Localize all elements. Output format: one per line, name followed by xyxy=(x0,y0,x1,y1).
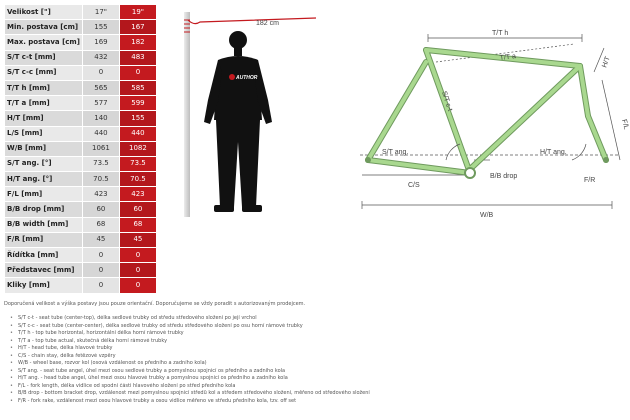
table-row xyxy=(5,232,157,247)
notes-section xyxy=(4,300,624,405)
label-fork-length: F/L xyxy=(620,118,630,131)
value-19: 0 xyxy=(119,65,156,80)
value-19: 19" xyxy=(119,5,156,20)
value-17: 140 xyxy=(82,111,119,126)
row-label: F/L [mm] xyxy=(5,187,83,202)
list-item: • W/B - wheel base, rozvor kol (osová vzdálenost os předního a zadního kola) xyxy=(4,360,624,368)
value-19: 599 xyxy=(119,96,156,111)
list-item: • S/T c-t - seat tube (center-top), délka sedlové trubky od středu středového složení po její vrchol xyxy=(4,315,624,323)
row-label: H/T [mm] xyxy=(5,111,83,126)
value-17: 155 xyxy=(82,20,119,35)
value-19: 0 xyxy=(119,248,156,263)
table-row xyxy=(5,80,157,95)
value-17: 45 xyxy=(82,232,119,247)
frame-geometry-diagram xyxy=(350,20,630,220)
row-label: Min. postava [cm] xyxy=(5,20,83,35)
table-row xyxy=(5,217,157,232)
row-label: B/B width [mm] xyxy=(5,217,83,232)
row-label: Max. postava [cm] xyxy=(5,35,83,50)
label-st-angle: S/T ang. xyxy=(382,149,409,156)
value-19: 423 xyxy=(119,187,156,202)
value-19: 182 xyxy=(119,35,156,50)
bottom-bracket xyxy=(465,168,475,178)
row-label: B/B drop [mm] xyxy=(5,202,83,217)
value-19: 585 xyxy=(119,80,156,95)
list-item: • T/T h - top tube horizontal, horizontální délka horní rámové trubky xyxy=(4,330,624,338)
table-row xyxy=(5,96,157,111)
row-label: Řídítka [mm] xyxy=(5,248,83,263)
value-17: 169 xyxy=(82,35,119,50)
row-label: Kliky [mm] xyxy=(5,278,83,293)
label-ht-angle: H/T ang. xyxy=(540,149,567,156)
table-row xyxy=(5,5,157,20)
brand-logo-text: AUTHOR xyxy=(236,75,258,81)
dimension-lines xyxy=(360,34,620,209)
value-17: 68 xyxy=(82,217,119,232)
value-19: 167 xyxy=(119,20,156,35)
table-row xyxy=(5,35,157,50)
value-19: 0 xyxy=(119,263,156,278)
value-17: 1061 xyxy=(82,141,119,156)
row-label: S/T ang. [°] xyxy=(5,156,83,171)
measuring-pole xyxy=(184,12,190,217)
value-17: 70.5 xyxy=(82,172,119,187)
row-label: Představec [mm] xyxy=(5,263,83,278)
row-label: T/T h [mm] xyxy=(5,80,83,95)
table-row xyxy=(5,126,157,141)
list-item: • C/S - chain stay, délka řetězové vzpěry xyxy=(4,353,624,361)
value-17: 0 xyxy=(82,263,119,278)
list-item: • T/T a - top tube actual, skutečná délka horní rámové trubky xyxy=(4,338,624,346)
list-item: • B/B drop - bottom bracket drop, vzdálenost mezi pomyslnou spojnicí středů kol a středem středového složení, měřeno od středového složení xyxy=(4,390,624,398)
value-19: 70.5 xyxy=(119,172,156,187)
rider-figure xyxy=(176,2,326,220)
rider-silhouette xyxy=(204,31,272,212)
label-fork-rake: F/R xyxy=(584,177,596,184)
row-label: S/T c-c [mm] xyxy=(5,65,83,80)
value-19: 0 xyxy=(119,278,156,293)
table-row xyxy=(5,20,157,35)
value-19: 45 xyxy=(119,232,156,247)
row-label: F/R [mm] xyxy=(5,232,83,247)
label-head-tube: H/T xyxy=(601,55,612,69)
value-17: 0 xyxy=(82,65,119,80)
notes-list xyxy=(4,315,624,405)
brand-logo-icon xyxy=(229,74,235,80)
table-row xyxy=(5,172,157,187)
value-17: 60 xyxy=(82,202,119,217)
list-item: • F/L - fork length, délka vidlice od spodní části hlavového složení po střed předního kola xyxy=(4,383,624,391)
value-19: 68 xyxy=(119,217,156,232)
value-17: 423 xyxy=(82,187,119,202)
table-row xyxy=(5,248,157,263)
table-row xyxy=(5,50,157,65)
table-row xyxy=(5,156,157,171)
row-label: T/T a [mm] xyxy=(5,96,83,111)
value-17: 73.5 xyxy=(82,156,119,171)
table-row xyxy=(5,187,157,202)
height-label: 182 cm xyxy=(256,20,279,27)
list-item: • H/T - head tube, délka hlavové trubky xyxy=(4,345,624,353)
value-19: 155 xyxy=(119,111,156,126)
value-17: 432 xyxy=(82,50,119,65)
value-17: 0 xyxy=(82,278,119,293)
label-tt-horizontal: T/T h xyxy=(492,30,509,37)
row-label: W/B [mm] xyxy=(5,141,83,156)
label-chain-stay: C/S xyxy=(408,182,420,189)
table-row xyxy=(5,65,157,80)
label-bb-drop: B/B drop xyxy=(490,173,518,180)
label-st-ct: S/T c-t xyxy=(440,90,454,113)
value-17: 577 xyxy=(82,96,119,111)
height-arrow-icon xyxy=(188,18,316,24)
value-17: 440 xyxy=(82,126,119,141)
row-label: S/T c-t [mm] xyxy=(5,50,83,65)
rear-axle xyxy=(365,157,371,163)
value-19: 1082 xyxy=(119,141,156,156)
label-wheelbase: W/B xyxy=(480,212,494,219)
table-row xyxy=(5,263,157,278)
value-17: 565 xyxy=(82,80,119,95)
notes-intro: Doporučená velikost a výška postavy jsou pouze orientační. Doporučujeme se vždy poradit s autorizovaným prodejcem. xyxy=(4,301,306,307)
table-row xyxy=(5,111,157,126)
table-row xyxy=(5,202,157,217)
value-17: 0 xyxy=(82,248,119,263)
geometry-table xyxy=(4,4,157,294)
value-19: 483 xyxy=(119,50,156,65)
table-row xyxy=(5,141,157,156)
table-row xyxy=(5,278,157,293)
value-19: 440 xyxy=(119,126,156,141)
row-label: Velikost ["] xyxy=(5,5,83,20)
value-19: 73.5 xyxy=(119,156,156,171)
row-label: L/S [mm] xyxy=(5,126,83,141)
label-tt-actual: T/T a xyxy=(499,53,517,62)
list-item: • S/T ang. - seat tube angel, úhel mezi osou sedlové trubky a pomyslnou spojnicí os předního a zadního kola xyxy=(4,368,624,376)
list-item: • H/T ang. - head tube angel, úhel mezi osou hlavové trubky a pomyslnou spojnicí os předního a zadního kola xyxy=(4,375,624,383)
front-axle xyxy=(603,157,609,163)
row-label: H/T ang. [°] xyxy=(5,172,83,187)
value-17: 17" xyxy=(82,5,119,20)
value-19: 60 xyxy=(119,202,156,217)
list-item: • S/T c-c - seat tube (center-center), délka sedlové trubky od středu středového složení po osu horní rámové trubky xyxy=(4,323,624,331)
list-item: • F/R - fork rake, vzdálenost mezi osou hlavové trubky a osou vidlice měřeno ve středu předního kola, tzv. off set xyxy=(4,398,624,406)
